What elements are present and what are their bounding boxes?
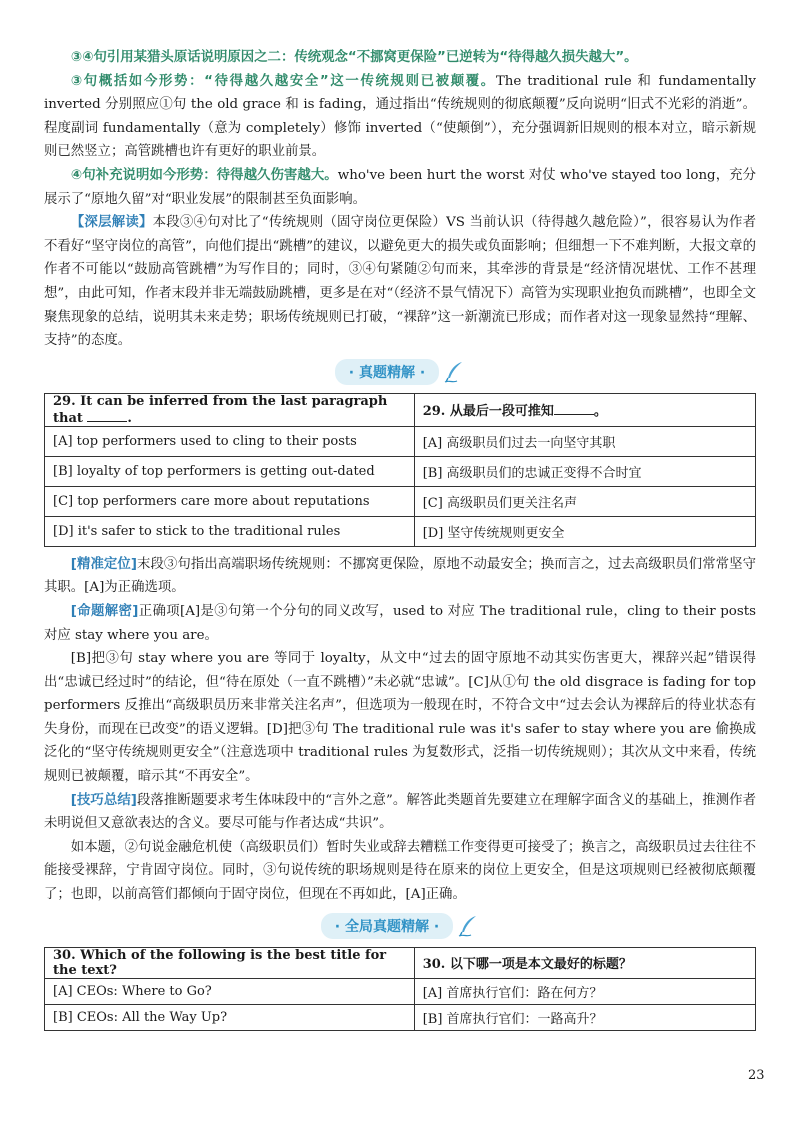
question-en: 29. It can be inferred from the last paragraph that . bbox=[45, 393, 415, 426]
example-body: 如本题，②句说金融危机使（高级职员们）暂时失业或辞去糟糕工作变得更可接受了；换言之，高级职员过去往往不能接受裸辞，宁肯固守岗位。同时，③句说传统的职场规则是待在原来的岗位上更安全，但是这项规则已经被彻底颠覆了；也即，以前高管们都倾向于固守岗位，但现在不再如此，[A]正确。 bbox=[44, 839, 756, 903]
question-row bbox=[45, 393, 756, 426]
option-cn: [D] 坚守传统规则更安全 bbox=[414, 516, 755, 546]
option-en: [A] top performers used to cling to their posts bbox=[45, 426, 415, 456]
option-row bbox=[45, 516, 756, 546]
position-label: [精准定位] bbox=[70, 556, 137, 572]
option-row bbox=[45, 978, 756, 1004]
decode-body: 正确项[A]是③句第一个分句的同义改写，used to 对应 The traditional rule，cling to their posts 对应 stay where you are。 bbox=[44, 603, 756, 643]
option-en: [B] loyalty of top performers is getting out-dated bbox=[45, 456, 415, 486]
s3-body: The traditional rule 和 fundamentally inverted 分别照应①句 the old grace 和 is fading，通过指出“传统规则的彻底颠覆”反向说明“旧式不光彩的消逝”。程度副词 fundamentally（意为 completely）修饰 inverted（“使颠倒”），充分强调新旧规则的根本对立，暗示新规则已然竖立；高管跳槽也许有更好的职业前景。 bbox=[44, 73, 756, 160]
option-row bbox=[45, 1004, 756, 1030]
sentence-4-analysis bbox=[44, 164, 756, 211]
option-cn: [A] 首席执行官们：路在何方？ bbox=[414, 978, 755, 1004]
wrong-body: [B]把③句 stay where you are 等同于 loyalty，从文中“过去的固守原地不动其实伤害更大，裸辞兴起”错误得出“忠诚已经过时”的结论，但“待在原处（一直不跳槽）”未必就“忠诚”。[C]从①句 the old disgrace is fading for top performers 反推出“高级职员历来非常关注名声”，但选项为一般现在时，不符合文中“过去会认为裸辞后的待业状态有失身份，而现在已改变”的语义逻辑。[D]把③句 The traditional rule was it's safer to stay where you are 偷换成泛化的“坚守传统规则更安全”（注意选项中 traditional rules 为复数形式，泛指一切传统规则）；其次从文中来看，传统规则已被颠覆，暗示其“不再安全”。 bbox=[44, 651, 756, 785]
option-row bbox=[45, 486, 756, 516]
content bbox=[44, 46, 756, 1037]
example-explanation bbox=[44, 836, 756, 907]
option-cn: [A] 高级职员们过去一向坚守其职 bbox=[414, 426, 755, 456]
option-en: [B] CEOs: All the Way Up? bbox=[45, 1004, 415, 1030]
skill-summary bbox=[44, 789, 756, 836]
question-cn: 29. 从最后一段可推知 。 bbox=[414, 393, 755, 426]
option-row bbox=[45, 426, 756, 456]
option-en: [C] top performers care more about reputations bbox=[45, 486, 415, 516]
question-en: 30. Which of the following is the best title for the text? bbox=[45, 947, 415, 978]
s4-title: ④句补充说明如今形势：待得越久伤害越大。 bbox=[70, 167, 338, 183]
deep-interpretation bbox=[44, 211, 756, 353]
question-30-table bbox=[44, 947, 756, 1031]
banner-label: · 全局真题精解 · bbox=[321, 913, 453, 939]
decode-label: [命题解密] bbox=[70, 603, 139, 619]
answer-blank bbox=[87, 409, 127, 422]
question-29-table bbox=[44, 393, 756, 547]
sentence-34-summary bbox=[44, 46, 756, 70]
option-cn: [B] 首席执行官们：一路高升？ bbox=[414, 1004, 755, 1030]
skill-body: 段落推断题要求考生体味段中的“言外之意”。解答此类题首先要建立在理解字面含义的基础上，推测作者未明说但又意欲表达的含义。要尽可能与作者达成“共识”。 bbox=[44, 792, 756, 832]
deep-body: 本段③④句对比了“传统规则（固守岗位更保险）VS 当前认识（待得越久越危险）”，很容易认为作者不看好“坚守岗位的高管”，向他们提出“跳槽”的建议，以避免更大的损失或负面影响；但细想一下不难判断，大报文章的作者不可能以“鼓励高管跳槽”为写作目的；同时，③④句紧随②句而来，其牵涉的背景是“经济情况堪忧、工作不甚理想”，由此可知，作者末段并非无端鼓励跳槽，更多是在对“（经济不景气情况下）高管为实现职业抱负而跳槽”，也即全文聚焦现象的总结，说明其未来走势；职场传统规则已打破，“裸辞”这一新潮流已形成；而作者对这一现象显然持“理解、支持”的态度。 bbox=[44, 215, 756, 349]
position-body: 末段③句指出高端职场传统规则：不挪窝更保险，原地不动最安全；换而言之，过去高级职员们常常坚守其职。[A]为正确选项。 bbox=[44, 556, 756, 596]
section-banner-1 bbox=[44, 359, 756, 385]
answer-blank-cn bbox=[554, 402, 594, 415]
option-cn: [B] 高级职员们的忠诚正变得不合时宜 bbox=[414, 456, 755, 486]
question-cn: 30. 以下哪一项是本文最好的标题？ bbox=[414, 947, 755, 978]
sentence-3-analysis bbox=[44, 70, 756, 164]
feather-pen-icon bbox=[443, 360, 465, 384]
question-decode bbox=[44, 600, 756, 647]
option-en: [A] CEOs: Where to Go? bbox=[45, 978, 415, 1004]
page-number: 23 bbox=[748, 1068, 765, 1083]
summary-text: ③④句引用某猎头原话说明原因之二：传统观念“不挪窝更保险”已逆转为“待得越久损失越大”。 bbox=[70, 50, 638, 65]
deep-label: 【深层解读】 bbox=[70, 215, 153, 231]
section-banner-2 bbox=[44, 913, 756, 939]
option-en: [D] it's safer to stick to the traditional rules bbox=[45, 516, 415, 546]
wrong-options-analysis bbox=[44, 647, 756, 789]
option-cn: [C] 高级职员们更关注名声 bbox=[414, 486, 755, 516]
s3-title: ③句概括如今形势：“待得越久越安全”这一传统规则已被颠覆。 bbox=[70, 73, 496, 89]
precise-position bbox=[44, 553, 756, 600]
question-row bbox=[45, 947, 756, 978]
skill-label: [技巧总结] bbox=[70, 792, 137, 808]
banner-label: · 真题精解 · bbox=[335, 359, 439, 385]
option-row bbox=[45, 456, 756, 486]
feather-pen-icon bbox=[457, 914, 479, 938]
s4-body: who've been hurt the worst 对仗 who've stayed too long，充分展示了“原地久留”对“职业发展”的限制甚至负面影响。 bbox=[44, 167, 756, 207]
